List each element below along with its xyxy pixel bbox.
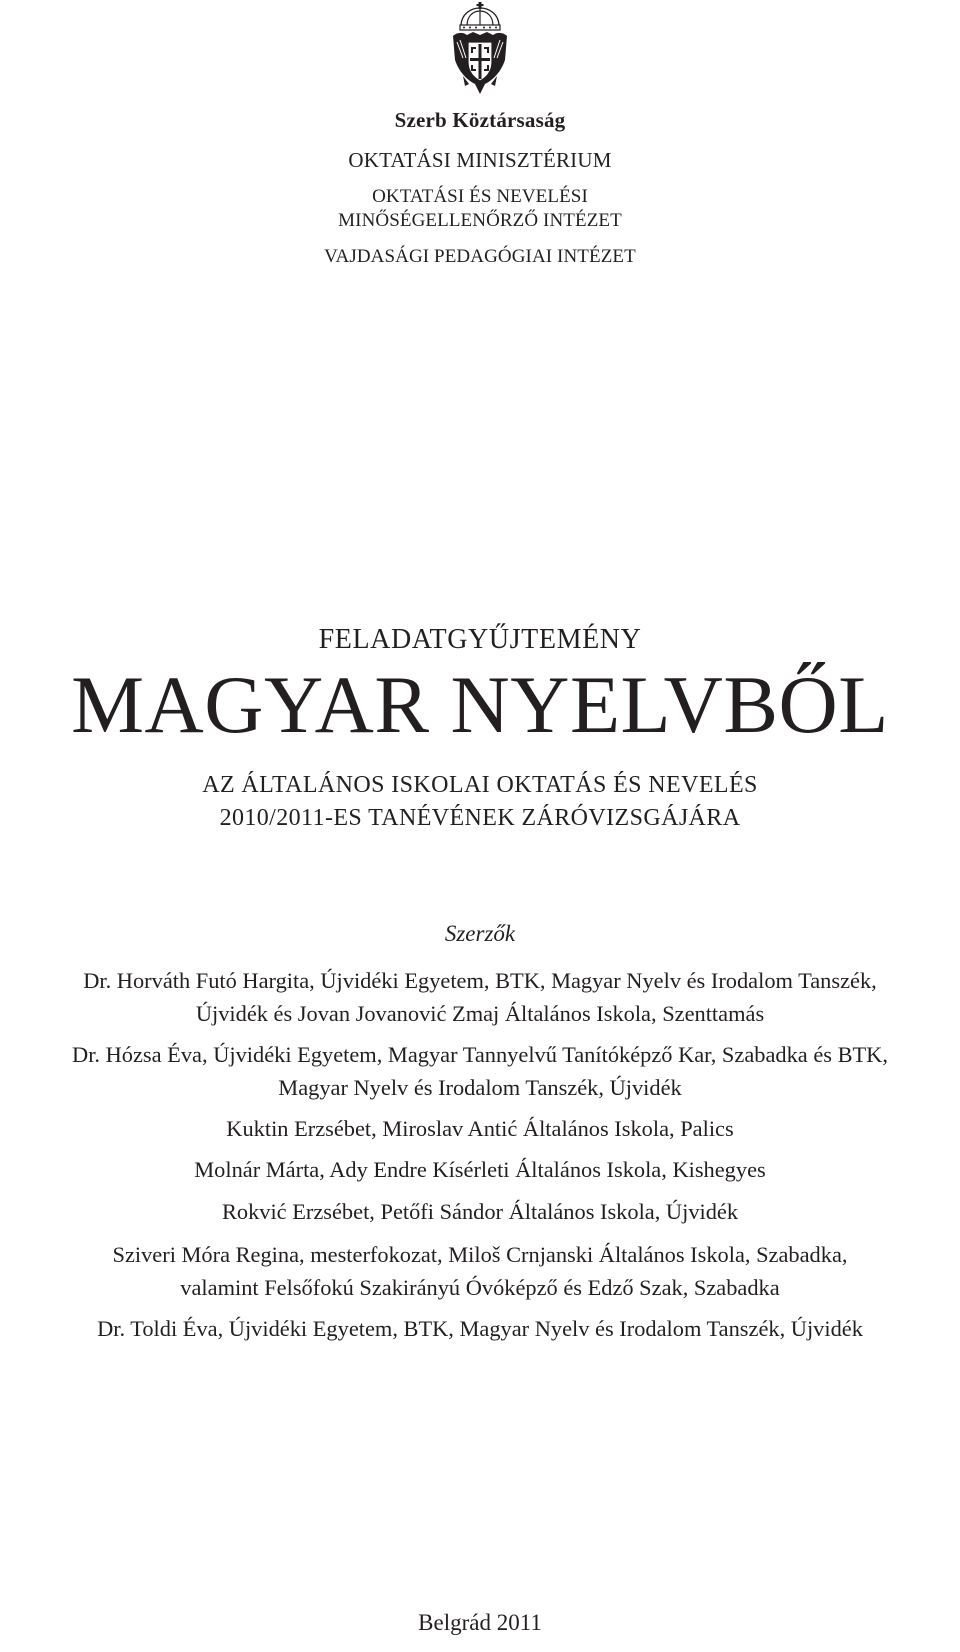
imprint-place-year: Belgrád 2011 xyxy=(418,1610,542,1635)
country-name: Szerb Köztársaság xyxy=(394,108,566,132)
coat-of-arms-icon xyxy=(449,2,511,98)
author-entry-line: Molnár Márta, Ady Endre Kísérleti Általános Iskola, Kishegyes xyxy=(194,1157,766,1182)
author-entry-line: valamint Felsőfokú Szakirányú Óvóképző és Edző Szak, Szabadka xyxy=(180,1275,780,1300)
author-entry-line: Sziveri Móra Regina, mesterfokozat, Miloš Crnjanski Általános Iskola, Szabadka, xyxy=(112,1242,848,1267)
institution-line: OKTATÁSI ÉS NEVELÉSI xyxy=(372,186,588,207)
author-entry-line: Magyar Nyelv és Irodalom Tanszék, Újvidék xyxy=(278,1075,682,1100)
subtitle-line: 2010/2011-ES TANÉVÉNEK ZÁRÓVIZSGÁJÁRA xyxy=(219,805,741,831)
author-entry-line: Dr. Hózsa Éva, Újvidéki Egyetem, Magyar Tannyelvű Tanítóképző Kar, Szabadka és BTK, xyxy=(72,1042,888,1067)
subtitle-line: AZ ÁLTALÁNOS ISKOLAI OKTATÁS ÉS NEVELÉS xyxy=(202,772,758,798)
ministry-name: OKTATÁSI MINISZTÉRIUM xyxy=(348,148,612,172)
institution-line: MINŐSÉGELLENŐRZŐ INTÉZET xyxy=(338,210,622,231)
author-entry-line: Dr. Horváth Futó Hargita, Újvidéki Egyetem, BTK, Magyar Nyelv és Irodalom Tanszék, xyxy=(83,968,877,993)
institution-line: VAJDASÁGI PEDAGÓGIAI INTÉZET xyxy=(324,246,636,267)
document-type: FELADATGYŰJTEMÉNY xyxy=(318,624,642,655)
author-entry-line: Dr. Toldi Éva, Újvidéki Egyetem, BTK, Magyar Nyelv és Irodalom Tanszék, Újvidék xyxy=(97,1316,863,1341)
author-entry-line: Újvidék és Jovan Jovanović Zmaj Általános Iskola, Szenttamás xyxy=(195,1001,765,1026)
authors-heading: Szerzők xyxy=(444,921,516,946)
author-entry-line: Rokvić Erzsébet, Petőfi Sándor Általános Iskola, Újvidék xyxy=(221,1199,739,1224)
main-title: MAGYAR NYELVBŐL xyxy=(71,659,889,750)
author-entry-line: Kuktin Erzsébet, Miroslav Antić Általános Iskola, Palics xyxy=(226,1116,734,1141)
